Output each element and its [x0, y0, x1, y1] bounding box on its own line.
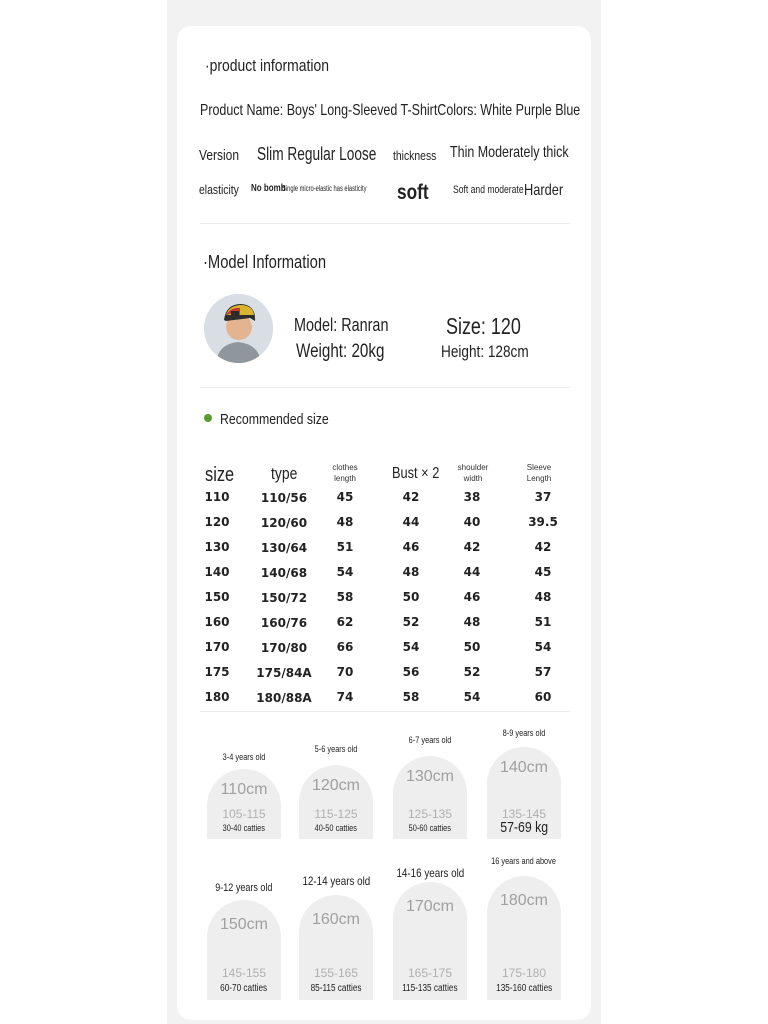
header-sleeve-length: Sleeve Length: [526, 463, 552, 483]
cell-type: 180/88A: [256, 691, 312, 705]
cell-shoulder-width: 42: [463, 540, 481, 554]
cell-clothes-length: 45: [336, 490, 354, 504]
cell-size: 170: [204, 640, 230, 654]
cell-shoulder-width: 48: [463, 615, 481, 629]
version-values: Slim Regular Loose: [257, 144, 377, 164]
size-dome: [299, 895, 373, 1000]
cell-bust: 46: [402, 540, 420, 554]
height-cm: 120cm: [311, 777, 361, 794]
thickness-label: thickness: [393, 148, 437, 163]
cell-type: 170/80: [260, 641, 308, 655]
cell-bust: 54: [402, 640, 420, 654]
weight-range: 115-135 catties: [402, 983, 458, 994]
cell-type: 175/84A: [256, 666, 312, 680]
size-dome: [207, 900, 281, 1000]
product-name-line: Product Name: Boys' Long-Sleeved T-ShirtColors: White Purple Blue: [200, 102, 581, 119]
cell-shoulder-width: 46: [463, 590, 481, 604]
model-avatar: [204, 294, 273, 363]
cell-clothes-length: 66: [336, 640, 354, 654]
weight-range: 40-50 catties: [314, 823, 358, 833]
cell-shoulder-width: 38: [463, 490, 481, 504]
weight-range: 135-160 catties: [495, 983, 553, 994]
age-label: 9-12 years old: [215, 882, 273, 894]
weight-range: 50-60 catties: [408, 823, 452, 833]
model-info-title: ·Model Information: [203, 252, 327, 272]
thickness-values: Thin Moderately thick: [450, 144, 569, 161]
cell-shoulder-width: 40: [463, 515, 481, 529]
size-dome: [487, 747, 561, 839]
height-range: 135-145: [501, 807, 547, 821]
soft-moderate: Soft and moderate: [453, 184, 524, 196]
cell-sleeve-length: 42: [534, 540, 552, 554]
version-label: Version: [199, 147, 240, 164]
cell-shoulder-width: 44: [463, 565, 481, 579]
cell-type: 140/68: [260, 566, 308, 580]
cell-sleeve-length: 54: [534, 640, 552, 654]
cell-shoulder-width: 50: [463, 640, 481, 654]
cell-bust: 42: [402, 490, 420, 504]
cell-sleeve-length: 37: [534, 490, 552, 504]
height-range: 165-175: [407, 966, 453, 980]
weight-range: 85-115 catties: [310, 983, 362, 994]
cell-clothes-length: 58: [336, 590, 354, 604]
cell-clothes-length: 54: [336, 565, 354, 579]
height-range: 115-125: [314, 807, 358, 821]
size-dome: [393, 882, 467, 1000]
cell-clothes-length: 48: [336, 515, 354, 529]
age-label: 6-7 years old: [408, 735, 452, 745]
cell-size: 150: [204, 590, 230, 604]
recommended-title: Recommended size: [220, 411, 329, 428]
height-range: 155-165: [313, 966, 359, 980]
cell-bust: 44: [402, 515, 420, 529]
height-cm: 150cm: [219, 916, 269, 933]
size-dome: [393, 756, 467, 839]
product-info-title: ·product information: [205, 56, 329, 75]
cell-clothes-length: 70: [336, 665, 354, 679]
size-dome: [487, 876, 561, 1000]
age-label: 14-16 years old: [396, 866, 464, 880]
cell-type: 150/72: [260, 591, 308, 605]
cell-shoulder-width: 52: [463, 665, 481, 679]
cell-shoulder-width: 54: [463, 690, 481, 704]
height-cm: 110cm: [220, 781, 268, 798]
cell-size: 160: [204, 615, 230, 629]
header-shoulder-width: shoulder width: [457, 463, 489, 483]
model-height: Height: 128cm: [441, 342, 529, 361]
model-weight: Weight: 20kg: [296, 341, 385, 362]
height-cm: 160cm: [311, 911, 361, 928]
size-dome: [207, 769, 281, 839]
weight-range: 30-40 catties: [222, 823, 266, 833]
age-label: 5-6 years old: [314, 744, 358, 754]
height-cm: 170cm: [405, 898, 455, 915]
cell-sleeve-length: 60: [534, 690, 552, 704]
cell-sleeve-length: 39.5: [528, 515, 558, 529]
cell-sleeve-length: 57: [534, 665, 552, 679]
cell-bust: 56: [402, 665, 420, 679]
divider: [200, 223, 570, 224]
cell-type: 110/56: [260, 491, 308, 505]
divider: [200, 387, 570, 388]
model-name: Model: Ranran: [294, 315, 389, 335]
bullet-dot: [204, 414, 212, 422]
cell-bust: 48: [402, 565, 420, 579]
cell-type: 130/64: [260, 541, 308, 555]
cell-size: 180: [204, 690, 230, 704]
elasticity-micro: Single micro-elastic has elasticity: [282, 184, 367, 193]
cell-type: 160/76: [260, 616, 308, 630]
weight-range: 60-70 catties: [220, 983, 268, 994]
header-size: size: [205, 464, 235, 486]
soft-label: soft: [397, 181, 429, 204]
height-range: 175-180: [501, 966, 547, 980]
cell-size: 130: [204, 540, 230, 554]
cell-sleeve-length: 45: [534, 565, 552, 579]
cell-clothes-length: 62: [336, 615, 354, 629]
height-range: 145-155: [221, 966, 267, 980]
cell-clothes-length: 51: [336, 540, 354, 554]
header-bust: Bust × 2: [392, 465, 440, 482]
cell-bust: 52: [402, 615, 420, 629]
elasticity-no-bomb: No bomb: [251, 183, 286, 194]
cell-size: 110: [204, 490, 230, 504]
cell-size: 140: [204, 565, 230, 579]
header-clothes-length: clothes length: [332, 463, 358, 483]
harder-label: Harder: [524, 182, 564, 199]
age-label: 8-9 years old: [502, 728, 546, 738]
height-cm: 130cm: [405, 768, 455, 785]
cell-sleeve-length: 48: [534, 590, 552, 604]
model-size: Size: 120: [446, 313, 521, 339]
age-label: 12-14 years old: [302, 874, 370, 888]
size-dome: [299, 765, 373, 839]
height-range: 105-115: [222, 807, 266, 821]
cell-bust: 50: [402, 590, 420, 604]
divider: [200, 711, 570, 712]
height-cm: 180cm: [499, 892, 549, 909]
elasticity-label: elasticity: [199, 182, 239, 197]
height-cm: 140cm: [499, 759, 549, 776]
header-type: type: [271, 464, 298, 483]
cell-size: 175: [204, 665, 230, 679]
cell-type: 120/60: [260, 516, 308, 530]
cell-clothes-length: 74: [336, 690, 354, 704]
height-range: 125-135: [407, 807, 453, 821]
cell-bust: 58: [402, 690, 420, 704]
age-label: 3-4 years old: [222, 752, 266, 762]
age-label: 16 years and above: [491, 856, 557, 866]
weight-range: 57-69 kg: [500, 819, 548, 836]
cell-sleeve-length: 51: [534, 615, 552, 629]
cell-size: 120: [204, 515, 230, 529]
